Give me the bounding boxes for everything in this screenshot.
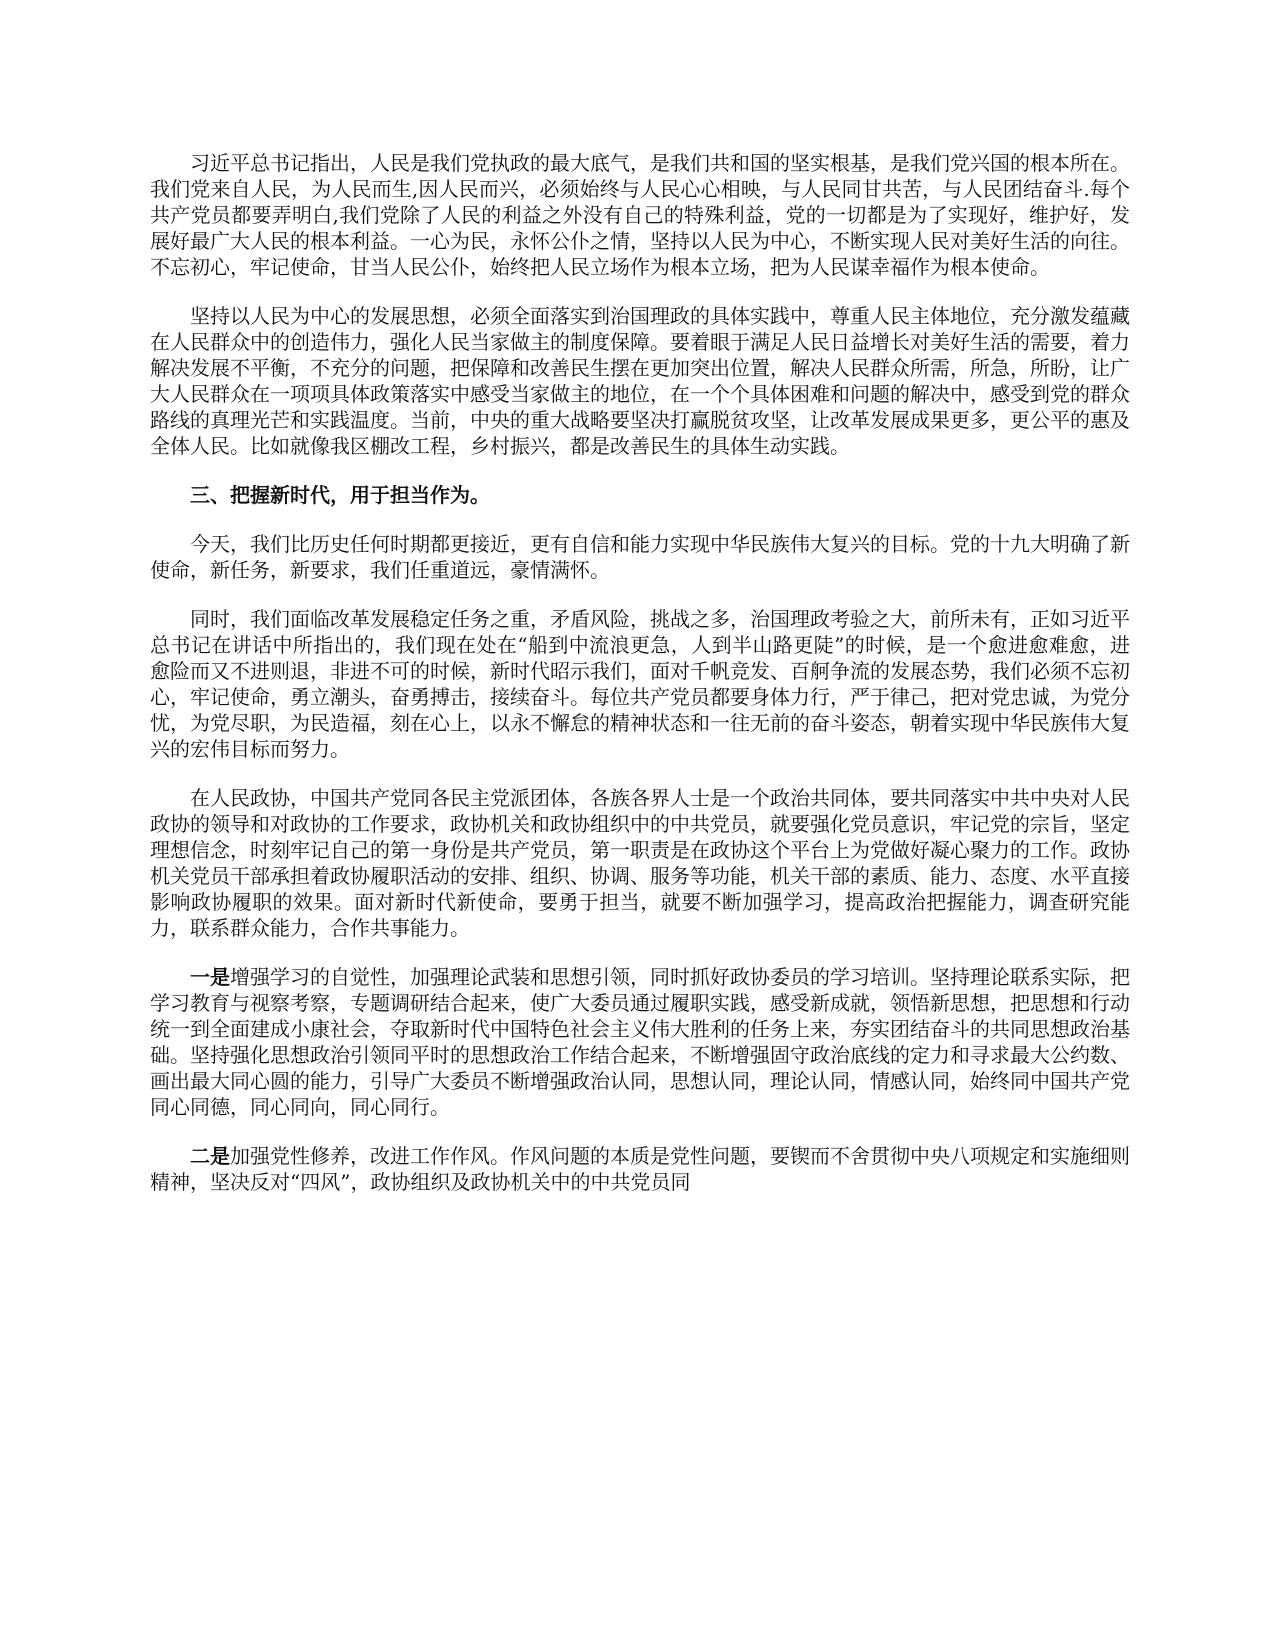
section-heading: 三、把握新时代，用于担当作为。 xyxy=(190,483,490,507)
point-one-lead: 一是 xyxy=(190,965,230,989)
point-two-paragraph xyxy=(150,1143,1130,1195)
paragraph-challenges: 同时，我们面临改革发展稳定任务之重，矛盾风险，挑战之多，治国理政考验之大，前所未有，正如习近平总书记在讲话中所指出的，我们现在处在“船到中流浪更急，人到半山路更陡”的时候，是一个愈进愈难愈，进愈险而又不进则退，非进不可的时候，新时代昭示我们，面对千帆竞发、百舸争流的发展态势，我们必须不忘初心，牢记使命，勇立潮头，奋勇搏击，接续奋斗。每位共产党员都要身体力行，严于律己，把对党忠诚，为党分忧，为党尽职，为民造福，刻在心上，以永不懈怠的精神状态和一往无前的奋斗姿态，朝着实现中华民族伟大复兴的宏伟目标而努力。 xyxy=(150,607,1130,761)
point-one-paragraph xyxy=(150,964,1130,1120)
point-one-text: 增强学习的自觉性，加强理论武装和思想引领，同时抓好政协委员的学习培训。坚持理论联系实际，把学习教育与视察考察，专题调研结合起来，使广大委员通过履职实践，感受新成就，领悟新思想，把思想和行动统一到全面建成小康社会，夺取新时代中国特色社会主义伟大胜利的任务上来，夯实团结奋斗的共同思想政治基础。坚持强化思想政治引领同平时的思想政治工作结合起来，不断增强固守政治底线的定力和寻求最大公约数、画出最大同心圆的能力，引导广大委员不断增强政治认同，思想认同，理论认同，情感认同，始终同中国共产党同心同德，同心同向，同心同行。 xyxy=(150,965,1130,1119)
paragraph-people-centered-development: 坚持以人民为中心的发展思想，必须全面落实到治国理政的具体实践中，尊重人民主体地位，充分激发蕴藏在人民群众中的创造伟力，强化人民当家做主的制度保障。要着眼于满足人民日益增长对美好生活的需要，着力解决发展不平衡，不充分的问题，把保障和改善民生摆在更加突出位置，解决人民群众所需，所急，所盼，让广大人民群众在一项项具体政策落实中感受当家做主的地位，在一个个具体困难和问题的解决中，感受到党的群众路线的真理光芒和实践温度。当前，中央的重大战略要坚决打赢脱贫攻坚，让改革发展成果更多，更公平的惠及全体人民。比如就像我区棚改工程，乡村振兴，都是改善民生的具体生动实践。 xyxy=(150,304,1130,458)
document-page xyxy=(150,150,1130,1218)
paragraph-new-era-goal: 今天，我们比历史任何时期都更接近，更有自信和能力实现中华民族伟大复兴的目标。党的十九大明确了新使命，新任务，新要求，我们任重道远，豪情满怀。 xyxy=(150,532,1130,582)
point-two-text: 加强党性修养，改进工作作风。作风问题的本质是党性问题，要锲而不舍贯彻中央八项规定和实施细则精神，坚决反对“四风”，政协组织及政协机关中的中共党员同 xyxy=(150,1144,1130,1194)
paragraph-people-foundation: 习近平总书记指出，人民是我们党执政的最大底气，是我们共和国的坚实根基，是我们党兴国的根本所在。我们党来自人民，为人民而生,因人民而兴，必须始终与人民心心相映，与人民同甘共苦，与人民团结奋斗.每个共产党员都要弄明白,我们党除了人民的利益之外没有自己的特殊利益，党的一切都是为了实现好，维护好，发展好最广大人民的根本利益。一心为民，永怀公仆之情，坚持以人民为中心，不断实现人民对美好生活的向往。不忘初心，牢记使命，甘当人民公仆，始终把人民立场作为根本立场，把为人民谋幸福作为根本使命。 xyxy=(150,151,1130,279)
point-two-lead: 二是 xyxy=(190,1144,230,1168)
paragraph-cppcc-role: 在人民政协，中国共产党同各民主党派团体，各族各界人士是一个政治共同体，要共同落实中共中央对人民政协的领导和对政协的工作要求，政协机关和政协组织中的中共党员，就要强化党员意识，牢记党的宗旨，坚定理想信念，时刻牢记自己的第一身份是共产党员，第一职责是在政协这个平台上为党做好凝心聚力的工作。政协机关党员干部承担着政协履职活动的安排、组织、协调、服务等功能，机关干部的素质、能力、态度、水平直接影响政协履职的效果。面对新时代新使命，要勇于担当，就要不断加强学习，提高政治把握能力，调查研究能力，联系群众能力，合作共事能力。 xyxy=(150,786,1130,940)
